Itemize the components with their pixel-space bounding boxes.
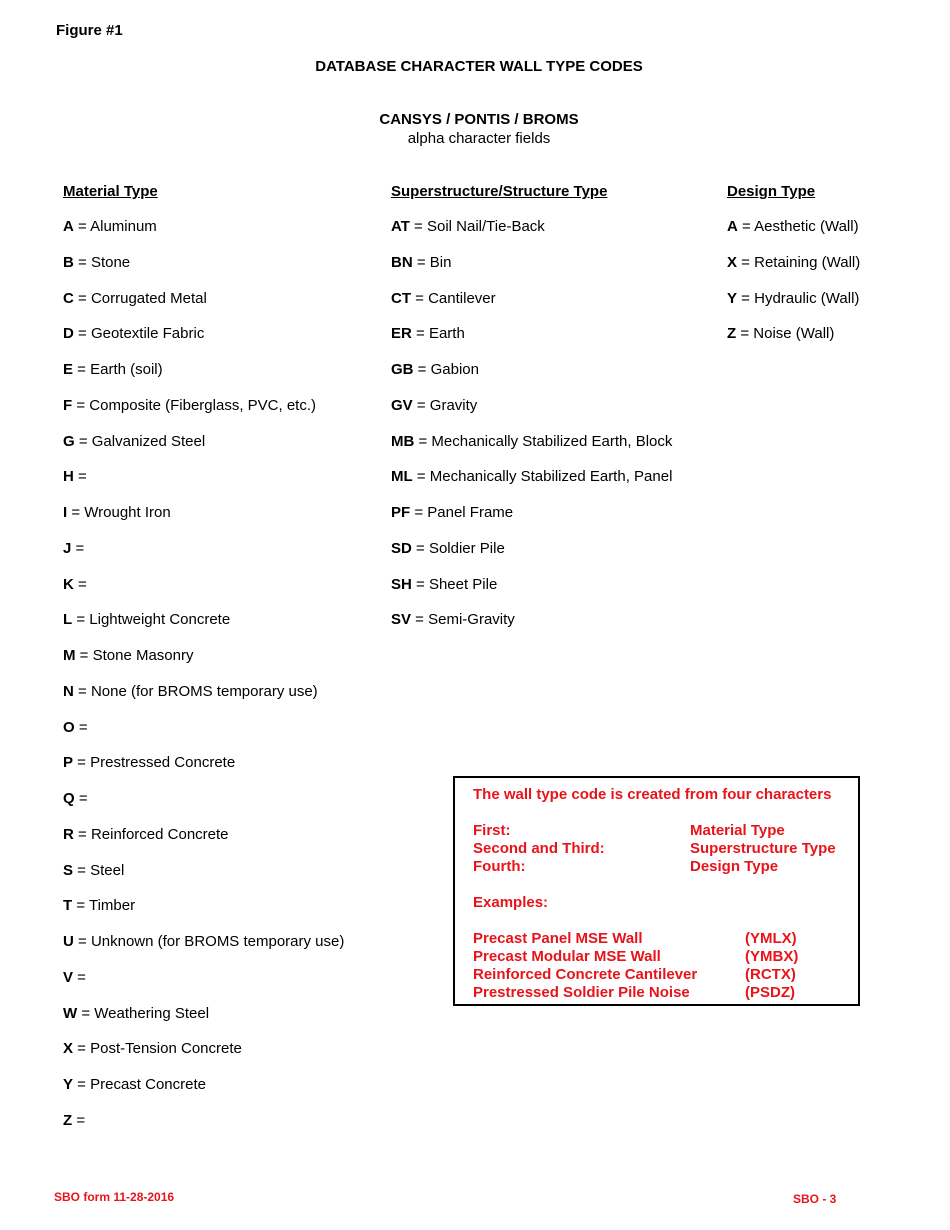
code-letter: D xyxy=(63,325,74,343)
wall-code-info-box xyxy=(453,776,860,1006)
code-letter: F xyxy=(63,396,73,414)
code-letter: AT xyxy=(391,218,410,235)
material-code-item xyxy=(63,468,344,504)
example-code: (RCTX) xyxy=(745,966,796,983)
material-code-item xyxy=(63,361,344,397)
code-description: = Lightweight Concrete xyxy=(72,611,231,629)
structure-type-header: Superstructure/Structure Type xyxy=(391,183,608,200)
examples-label: Examples: xyxy=(473,894,549,911)
code-description: = Hydraulic (Wall) xyxy=(737,289,860,307)
structure-code-item xyxy=(391,397,672,433)
code-description: = Bin xyxy=(412,253,452,271)
example-code: (YMLX) xyxy=(745,930,797,947)
material-code-item xyxy=(63,933,344,969)
code-letter: M xyxy=(63,647,76,664)
code-letter: PF xyxy=(391,504,411,521)
code-description: = Cantilever xyxy=(411,289,496,307)
info-row-value: Design Type xyxy=(690,858,779,875)
code-letter: R xyxy=(63,825,74,843)
code-description: = Soil Nail/Tie-Back xyxy=(409,218,545,235)
info-row-label: First: xyxy=(473,822,511,839)
structure-code-item xyxy=(391,361,672,397)
code-letter: Y xyxy=(727,289,738,307)
info-row-label: Fourth: xyxy=(473,858,526,875)
code-letter: A xyxy=(63,218,74,235)
code-letter: CT xyxy=(391,289,411,307)
info-row-label: Second and Third: xyxy=(473,840,605,857)
code-letter: X xyxy=(727,253,738,271)
structure-code-item xyxy=(391,576,672,612)
info-box-heading: The wall type code is created from four characters xyxy=(473,786,832,803)
material-code-item xyxy=(63,969,344,1005)
code-letter: W xyxy=(63,1004,78,1022)
example-name: Precast Panel MSE Wall xyxy=(473,930,643,947)
code-description: = xyxy=(73,968,86,986)
code-description: = Sheet Pile xyxy=(411,575,498,593)
code-letter: SH xyxy=(391,575,412,593)
material-code-item xyxy=(63,433,344,469)
material-code-item xyxy=(63,218,344,254)
code-description: = xyxy=(73,575,87,593)
code-description: = xyxy=(71,539,85,557)
code-description: = Precast Concrete xyxy=(73,1076,206,1093)
material-code-item xyxy=(63,1076,344,1112)
code-letter: N xyxy=(63,682,74,700)
code-description: = Galvanized Steel xyxy=(74,432,206,450)
code-letter: Z xyxy=(727,325,737,343)
code-letter: B xyxy=(63,253,74,271)
code-letter: E xyxy=(63,361,74,378)
code-letter: G xyxy=(63,432,75,450)
material-code-item xyxy=(63,504,344,540)
code-letter: H xyxy=(63,468,74,486)
example-code: (PSDZ) xyxy=(745,984,795,1001)
material-code-item xyxy=(63,254,344,290)
structure-code-item xyxy=(391,254,672,290)
code-letter: S xyxy=(63,861,74,879)
info-row-value: Superstructure Type xyxy=(690,840,836,857)
code-letter: O xyxy=(63,718,75,736)
material-type-list xyxy=(63,218,344,1148)
code-description: = Wrought Iron xyxy=(67,504,171,521)
material-code-item xyxy=(63,576,344,612)
material-code-item xyxy=(63,754,344,790)
code-description: = Earth (soil) xyxy=(73,361,163,378)
design-code-item xyxy=(727,254,860,290)
material-code-item xyxy=(63,862,344,898)
code-letter: ER xyxy=(391,325,412,343)
code-letter: X xyxy=(63,1040,74,1058)
code-description: = Stone xyxy=(73,253,131,271)
example-name: Reinforced Concrete Cantilever xyxy=(473,966,698,983)
code-description: = Weathering Steel xyxy=(77,1004,210,1022)
code-description: = Mechanically Stabilized Earth, Block xyxy=(414,432,673,450)
structure-code-item xyxy=(391,325,672,361)
material-code-item xyxy=(63,1005,344,1041)
code-description: = Geotextile Fabric xyxy=(73,325,205,343)
code-description: = Corrugated Metal xyxy=(73,289,207,307)
code-description: = xyxy=(72,1111,86,1129)
code-description: = Timber xyxy=(72,897,136,915)
material-type-header: Material Type xyxy=(63,183,158,200)
material-code-item xyxy=(63,611,344,647)
structure-type-list xyxy=(391,218,672,647)
code-letter: Q xyxy=(63,790,75,807)
example-name: Precast Modular MSE Wall xyxy=(473,948,661,965)
example-name: Prestressed Soldier Pile Noise xyxy=(473,984,690,1001)
material-code-item xyxy=(63,719,344,755)
code-description: = Soldier Pile xyxy=(411,539,505,557)
structure-code-item xyxy=(391,218,672,254)
code-letter: V xyxy=(63,968,74,986)
code-letter: T xyxy=(63,897,73,915)
code-letter: MB xyxy=(391,432,415,450)
material-code-item xyxy=(63,826,344,862)
material-code-item xyxy=(63,647,344,683)
material-code-item xyxy=(63,1112,344,1148)
structure-code-item xyxy=(391,540,672,576)
code-letter: BN xyxy=(391,253,413,271)
code-description: = Retaining (Wall) xyxy=(737,253,861,271)
design-type-header: Design Type xyxy=(727,183,816,200)
page-title: DATABASE CHARACTER WALL TYPE CODES xyxy=(315,58,643,75)
code-description: = Stone Masonry xyxy=(75,647,194,664)
design-type-list xyxy=(727,218,860,361)
info-row-value: Material Type xyxy=(690,822,785,839)
code-letter: Y xyxy=(63,1076,74,1093)
code-description: = Reinforced Concrete xyxy=(73,825,229,843)
structure-code-item xyxy=(391,611,672,647)
structure-code-item xyxy=(391,468,672,504)
code-letter: L xyxy=(63,611,73,629)
code-description: = xyxy=(73,468,87,486)
code-description: = Gabion xyxy=(413,361,479,378)
footer-form-date: SBO form 11-28-2016 xyxy=(54,1190,175,1204)
code-description: = Post-Tension Concrete xyxy=(73,1040,242,1058)
code-letter: SD xyxy=(391,539,412,557)
structure-code-item xyxy=(391,290,672,326)
code-description: = Composite (Fiberglass, PVC, etc.) xyxy=(72,396,317,414)
code-letter: Z xyxy=(63,1111,73,1129)
example-code: (YMBX) xyxy=(745,948,799,965)
code-letter: J xyxy=(63,539,72,557)
code-letter: P xyxy=(63,754,74,772)
code-letter: SV xyxy=(391,611,412,629)
structure-code-item xyxy=(391,433,672,469)
material-code-item xyxy=(63,397,344,433)
code-letter: ML xyxy=(391,468,413,486)
design-code-item xyxy=(727,290,860,326)
code-description: = Mechanically Stabilized Earth, Panel xyxy=(412,468,673,486)
code-description: = Earth xyxy=(411,325,465,343)
figure-label: Figure #1 xyxy=(56,22,123,39)
material-code-item xyxy=(63,325,344,361)
code-description: = Gravity xyxy=(412,396,478,414)
code-letter: U xyxy=(63,933,74,950)
code-description: = Unknown (for BROMS temporary use) xyxy=(73,933,345,950)
code-letter: GV xyxy=(391,396,413,414)
page-subtitle-note: alpha character fields xyxy=(407,130,551,147)
code-description: = Panel Frame xyxy=(410,504,514,521)
footer-page-number: SBO - 3 xyxy=(793,1192,837,1206)
material-code-item xyxy=(63,897,344,933)
code-letter: C xyxy=(63,289,74,307)
code-description: = Aesthetic (Wall) xyxy=(737,218,859,235)
code-description: = Aluminum xyxy=(73,218,157,235)
structure-code-item xyxy=(391,504,672,540)
code-description: = None (for BROMS temporary use) xyxy=(73,682,318,700)
material-code-item xyxy=(63,540,344,576)
code-description: = xyxy=(74,718,88,736)
code-letter: I xyxy=(63,504,68,521)
code-description: = xyxy=(74,790,88,807)
code-description: = Steel xyxy=(73,861,125,879)
code-description: = Prestressed Concrete xyxy=(73,754,236,772)
code-letter: A xyxy=(727,218,738,235)
material-code-item xyxy=(63,790,344,826)
code-description: = Semi-Gravity xyxy=(411,611,515,629)
code-description: = Noise (Wall) xyxy=(736,325,835,343)
code-letter: K xyxy=(63,575,74,593)
design-code-item xyxy=(727,325,860,361)
material-code-item xyxy=(63,290,344,326)
code-letter: GB xyxy=(391,361,414,378)
design-code-item xyxy=(727,218,860,254)
page-subtitle: CANSYS / PONTIS / BROMS xyxy=(379,111,579,128)
material-code-item xyxy=(63,683,344,719)
material-code-item xyxy=(63,1040,344,1076)
